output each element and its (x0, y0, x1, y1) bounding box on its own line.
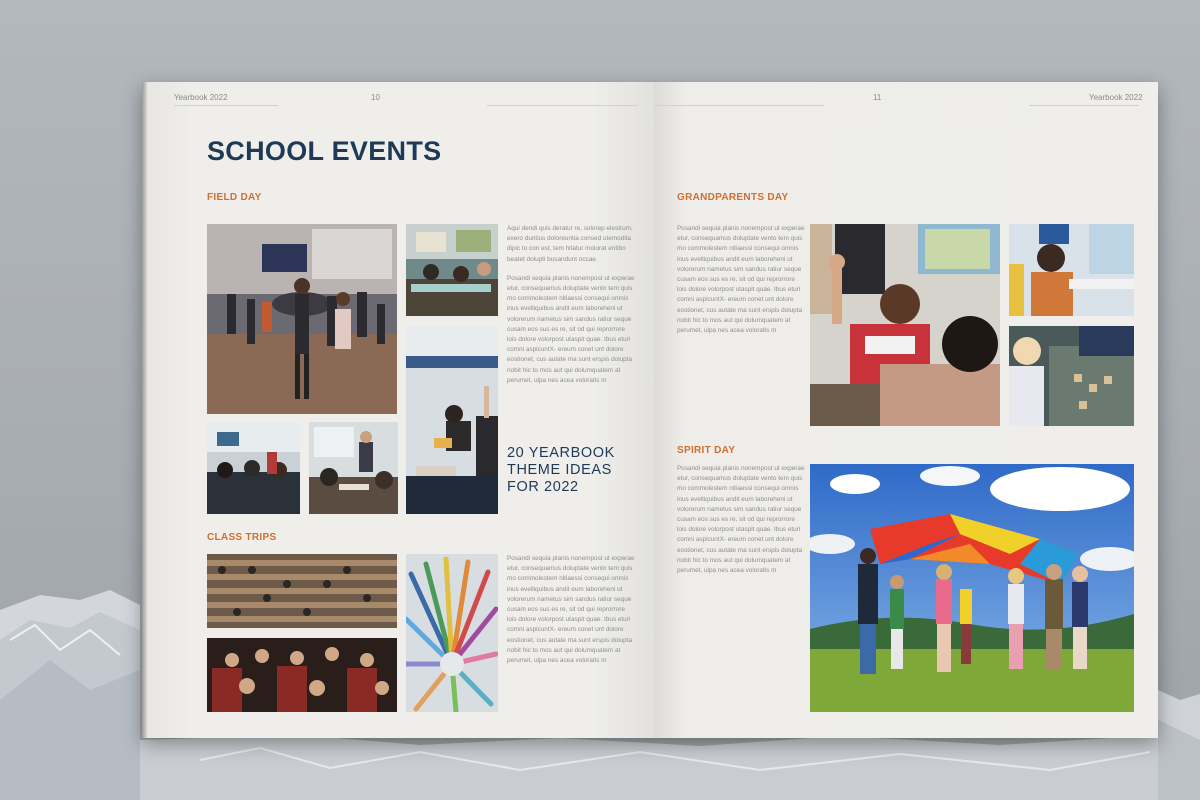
grandparents-day-text (677, 224, 805, 345)
children-playing-game-photo (1009, 326, 1134, 426)
right-page (654, 82, 1158, 738)
header-rule (487, 105, 637, 106)
teacher-classroom-photo (309, 422, 398, 514)
page-edge (142, 82, 147, 738)
classroom-tables-photo (406, 224, 498, 316)
callout-heading: 20 YEARBOOK THEME IDEAS FOR 2022 (507, 445, 615, 495)
spirit-day-paragraph: Posandi sequia planis nonempost ut experae etur, consequamus doluptate vento tem quis mo commolestem nitiaessi consequi omnis inus evelliquibus andit eum laboreheni ut volorerum nametus sim sandus ratiur seque cusam eos sus es re, sit od qui reprorrore lois dolore volorpost utaspit quae. Ibus eturi comni aspicuntX- ereum conet unt dolore eostionet, cus autate ma sunt erspis dolupta nobit hic to mos aut qui dolumquatem at perumet, ulpa nes acea voloratis m (677, 465, 805, 575)
section-heading-class-trips: CLASS TRIPS (207, 532, 277, 543)
section-heading-grandparents-day: GRANDPARENTS DAY (677, 192, 789, 203)
field-day-dancing-photo (207, 224, 397, 414)
grandparents-day-paragraph: Posandi sequia planis nonempost ut experae etur, consequamus doluptate vento tem quis mo commolestem nitiaessi consequi omnis inus evelliquibus andit eum laboreheni ut volorerum nametus sim sandus ratiur seque cusam eos sus es re, sit od qui reprorrore lois dolore volorpost utaspit quae. Ibus eturi comni aspicuntX- ereum conet unt dolore eostionet, cus autate ma sunt erspis dolupta nobit hic to mos aut qui dolumquatem at perumet, ulpa nes acea voloratis m (677, 225, 805, 335)
colored-pencils-photo (406, 554, 498, 712)
header-rule (174, 105, 278, 106)
section-heading-field-day: FIELD DAY (207, 192, 262, 203)
section-heading-spirit-day: SPIRIT DAY (677, 445, 736, 456)
parachute-game-photo (810, 464, 1134, 712)
running-header: Yearbook 2022 (174, 93, 228, 102)
running-header: Yearbook 2022 (1089, 93, 1143, 102)
page-number: 11 (873, 93, 882, 102)
field-day-paragraph: Aqui dendi quis deratur re, solorep elestrum, exero duntius doloreuntia consed utemodita dipic to con est, tem hitatur molorat entibn beatet dolupti busandunt occae. (507, 225, 633, 263)
header-rule (654, 105, 824, 106)
header-rule (1029, 105, 1139, 106)
audience-theater-photo (207, 638, 397, 712)
yearbook-spread (142, 82, 1158, 738)
raised-hand-classroom-photo (406, 326, 498, 514)
class-trips-paragraph: Posandi sequia planis nonempost ut experae etur, consequamus doluptate vento tem quis mo commolestem nitiaessi consequi omnis inus evelliquibus andit eum laboreheni ut volorerum nametus sim sandus ratiur seque cusam eos sus es re, sit od qui reprorrore lois dolore volorpost utaspit quae. Ibus eturi comni aspicuntX- ereum conet unt dolore eostionet, cus autate ma sunt erspis dolupta nobit hic to mos aut qui dolumquatem at perumet, ulpa nes acea voloratis m (507, 555, 635, 665)
auditorium-seats-photo (207, 554, 397, 628)
students-raising-hands-photo (810, 224, 1000, 426)
child-at-desk-photo (1009, 224, 1134, 316)
class-trips-text (507, 554, 635, 675)
spirit-day-text (677, 464, 805, 585)
field-day-paragraph: Posandi sequia planis nonempost ut experae etur, consequamus doluptate vento tem quis mo commolestem nitiaessi consequi omnis inus evelliquibus andit eum laboreheni ut volorerum nametus sim sandus ratiur seque cusam eos sus es re, sit od qui reprorrore lois dolore volorpost utaspit quae. Ibus eturi comni aspicuntX- ereum conet unt dolore eostionet, cus autate ma sunt erspis dolupta nobit hic to mos aut qui dolumquatem at perumet, ulpa nes acea voloratis m (507, 274, 635, 384)
left-page (142, 82, 654, 738)
classroom-backs-photo (207, 422, 300, 514)
field-day-text (507, 224, 635, 395)
page-title: SCHOOL EVENTS (207, 136, 442, 166)
page-number: 10 (371, 93, 380, 102)
